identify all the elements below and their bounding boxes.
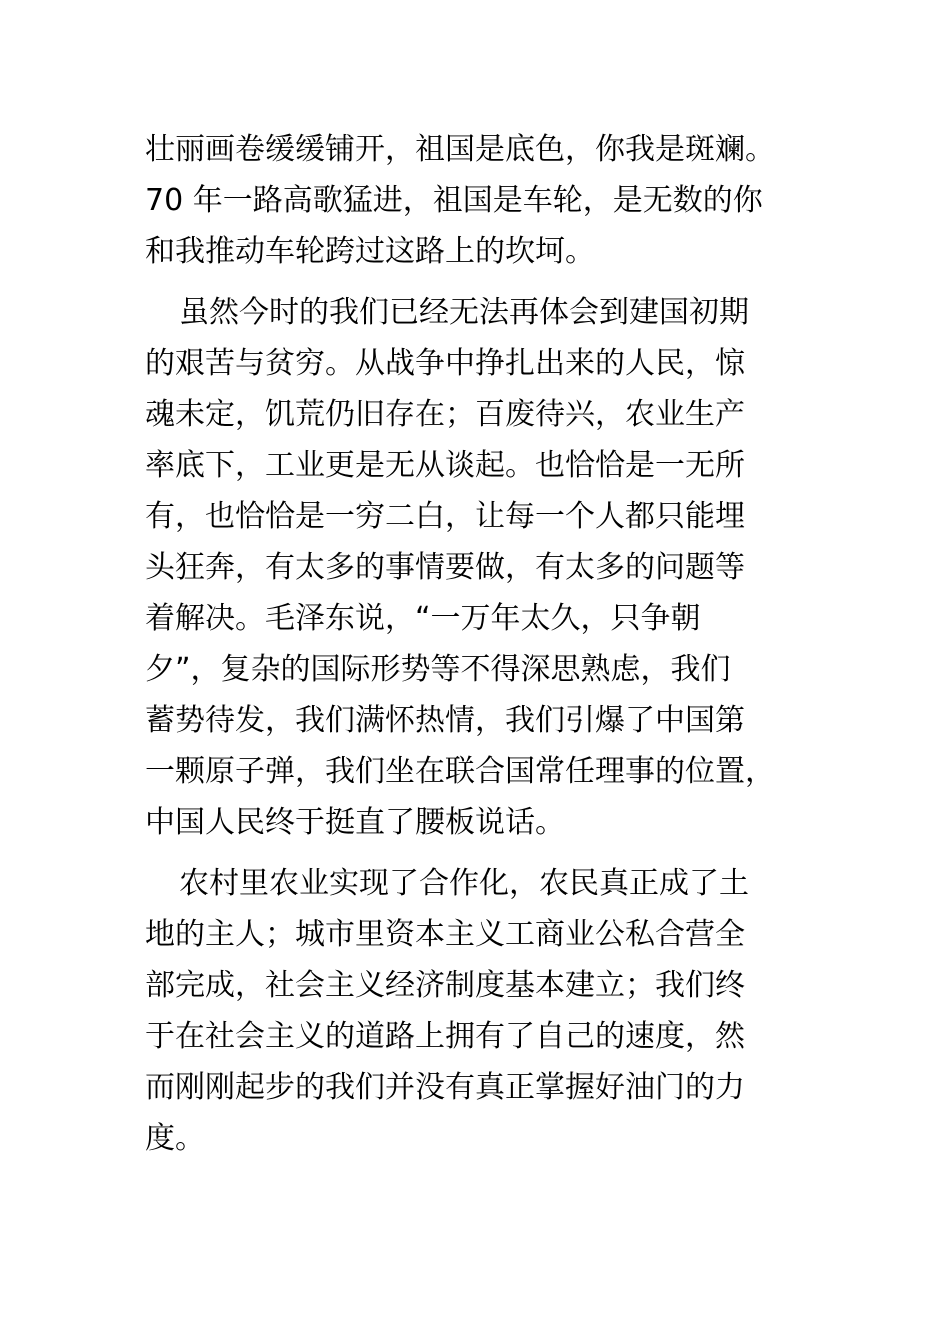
text-line: 魂未定，饥荒仍旧存在；百废待兴，农业生产 <box>145 397 745 432</box>
paragraph-2 <box>145 287 815 848</box>
text-line: 农村里农业实现了合作化，农民真正成了土 <box>179 866 749 901</box>
text-line: 有，也恰恰是一穷二白，让每一个人都只能埋 <box>145 499 745 534</box>
text-line: 于在社会主义的道路上拥有了自己的速度，然 <box>145 1019 745 1054</box>
paragraph-3 <box>145 858 815 1164</box>
text-line: 和我推动车轮跨过这路上的坎坷。 <box>145 234 595 269</box>
text-line: 中国人民终于挺直了腰板说话。 <box>145 805 565 840</box>
text-line: 头狂奔，有太多的事情要做，有太多的问题等 <box>145 550 745 585</box>
text-line: 70 年一路高歌猛进，祖国是车轮，是无数的你 <box>145 183 763 218</box>
body-text <box>145 124 815 1164</box>
text-line: 夕”，复杂的国际形势等不得深思熟虑，我们 <box>145 652 731 687</box>
text-line: 一颗原子弹，我们坐在联合国常任理事的位置， <box>145 754 775 789</box>
text-line: 的艰苦与贫穷。从战争中挣扎出来的人民，惊 <box>145 346 745 381</box>
text-line: 部完成，社会主义经济制度基本建立；我们终 <box>145 968 745 1003</box>
text-line: 而刚刚起步的我们并没有真正掌握好油门的力 <box>145 1070 745 1105</box>
text-line: 率底下，工业更是无从谈起。也恰恰是一无所 <box>145 448 745 483</box>
text-line: 地的主人；城市里资本主义工商业公私合营全 <box>145 917 745 952</box>
text-line: 壮丽画卷缓缓铺开，祖国是底色，你我是斑斓。 <box>145 132 775 167</box>
text-line: 蓄势待发，我们满怀热情，我们引爆了中国第 <box>145 703 745 738</box>
text-line: 虽然今时的我们已经无法再体会到建国初期 <box>179 295 749 330</box>
paragraph-1 <box>145 124 815 277</box>
text-line: 度。 <box>145 1121 205 1156</box>
text-line: 着解决。毛泽东说，“一万年太久，只争朝 <box>145 601 701 636</box>
